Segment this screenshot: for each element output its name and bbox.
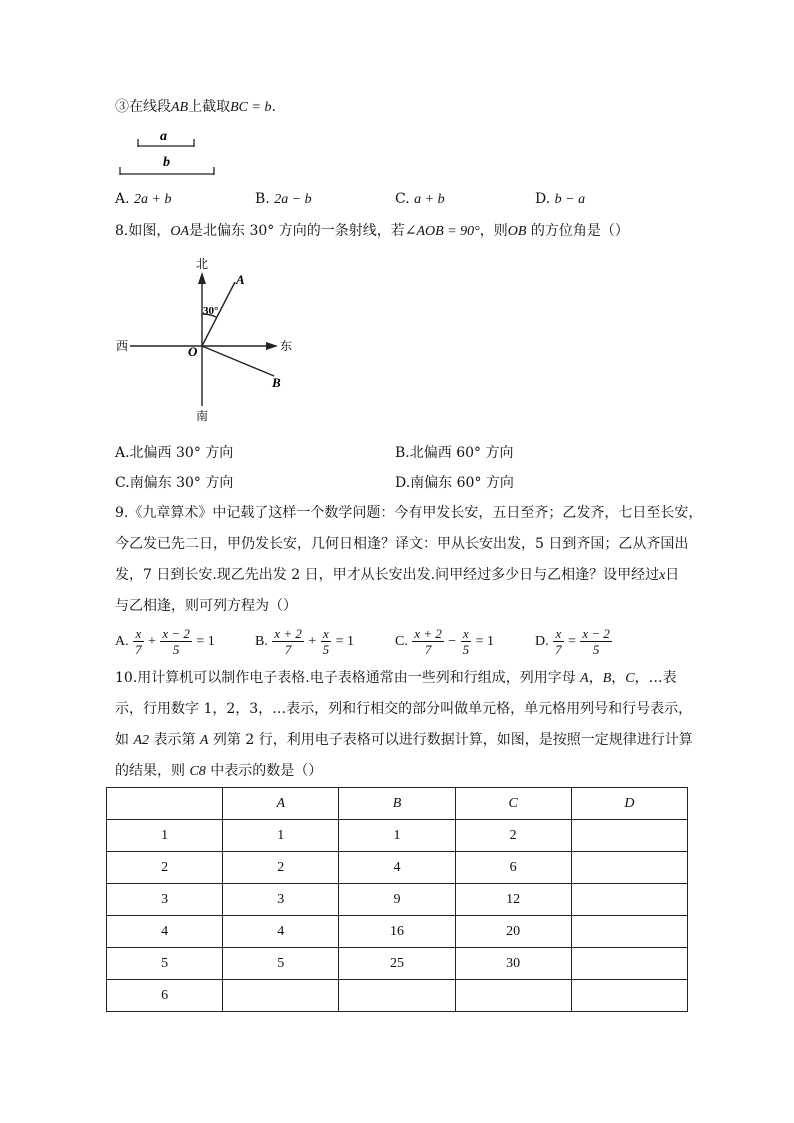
east-arrow-icon — [266, 342, 278, 350]
q8-stem: 8.如图，OA是北偏东 30° 方向的一条射线，若∠AOB = 90°，则OB 的方位角是（） — [115, 223, 629, 239]
table-cell: 4 — [107, 916, 223, 948]
north-label: 北 — [196, 257, 209, 271]
q9-line-3: 发，7 日到长安.现乙先出发 2 日，甲才从长安出发.问甲经过多少日与乙相逢？设甲经过x日 — [115, 567, 680, 583]
q9-option-a: A. $\frac{x}{7}$ + $\frac{x - 2}{5}$ = 1 — [115, 626, 215, 657]
table-cell: 12 — [455, 884, 571, 916]
table-cell: 2 — [455, 820, 571, 852]
table-cell: 30 — [455, 948, 571, 980]
table-cell: 5 — [223, 948, 339, 980]
q9-line-1: 9.《九章算术》中记载了这样一个数学问题：今有甲发长安，五日至齐；乙发齐，七日至长安， — [115, 505, 703, 521]
segments-figure — [112, 124, 222, 176]
table-cell: 20 — [455, 916, 571, 948]
table-cell: 3 — [107, 884, 223, 916]
table-cell — [571, 916, 687, 948]
table-header-cell — [107, 788, 223, 820]
origin-label: O — [188, 344, 198, 359]
q10-line-3: 如 A2 表示第 A 列第 2 行，利用电子表格可以进行数据计算，如图，是按照一定规律进行计算 — [115, 732, 693, 748]
q7-option-c: C. a + b — [395, 191, 445, 207]
q7-option-d: D. b − a — [535, 191, 586, 207]
table-cell — [571, 820, 687, 852]
table-cell: 1 — [107, 820, 223, 852]
q8-option-c: C.南偏东 30° 方向 — [115, 475, 234, 491]
q9-line-4: 与乙相逢，则可列方程为（） — [115, 598, 297, 614]
q8-option-b: B.北偏西 60° 方向 — [395, 445, 514, 461]
north-arrow-icon — [198, 272, 206, 284]
table-cell: 6 — [107, 980, 223, 1012]
table-row — [107, 884, 688, 916]
q9-option-b: B. $\frac{x + 2}{7}$ + $\frac{x}{5}$ = 1 — [255, 626, 355, 657]
point-a-label: A — [236, 272, 245, 287]
q9-option-c: C. $\frac{x + 2}{7}$ − $\frac{x}{5}$ = 1 — [395, 626, 495, 657]
q8-option-d: D.南偏东 60° 方向 — [395, 475, 514, 491]
table-row — [107, 820, 688, 852]
table-header-cell: D — [571, 788, 687, 820]
compass-figure — [112, 254, 302, 426]
table-header-row — [107, 788, 688, 820]
table-cell: 2 — [223, 852, 339, 884]
table-cell: 1 — [339, 820, 455, 852]
segment-a-label: a — [160, 129, 167, 144]
south-label: 南 — [196, 409, 209, 423]
table-cell: 25 — [339, 948, 455, 980]
q7-step3: ③在线段AB上截取BC = b. — [115, 99, 276, 115]
q8-option-a: A.北偏西 30° 方向 — [115, 445, 234, 461]
table-cell — [571, 852, 687, 884]
east-label: 东 — [280, 339, 293, 353]
table-cell: 9 — [339, 884, 455, 916]
point-b-label: B — [272, 375, 281, 390]
table-cell: 4 — [339, 852, 455, 884]
table-cell — [455, 980, 571, 1012]
table-header-cell: C — [455, 788, 571, 820]
q10-line-4: 的结果，则 C8 中表示的数是（） — [115, 763, 323, 779]
table-cell: 4 — [223, 916, 339, 948]
segment-b-label: b — [163, 155, 170, 170]
q7-option-a: A. 2a + b — [115, 191, 172, 207]
q7-option-b: B. 2a − b — [255, 191, 312, 207]
table-cell: 6 — [455, 852, 571, 884]
table-cell: 5 — [107, 948, 223, 980]
table-cell: 1 — [223, 820, 339, 852]
west-label: 西 — [116, 339, 129, 353]
table-header-cell: B — [339, 788, 455, 820]
table-row — [107, 948, 688, 980]
table-cell — [339, 980, 455, 1012]
table-cell: 2 — [107, 852, 223, 884]
q10-line-1: 10.用计算机可以制作电子表格.电子表格通常由一些列和行组成，列用字母 A，B，C，…表 — [115, 670, 677, 686]
table-cell: 16 — [339, 916, 455, 948]
table-header-cell: A — [223, 788, 339, 820]
table-cell: 3 — [223, 884, 339, 916]
table-cell — [571, 980, 687, 1012]
angle-label: 30° — [203, 305, 219, 317]
q9-line-2: 今乙发已先二日，甲仍发长安，几何日相逢？译文：甲从长安出发，5 日到齐国；乙从齐国出 — [115, 536, 689, 552]
q10-line-2: 示，行用数字 1，2，3，…表示，列和行相交的部分叫做单元格，单元格用列号和行号表示， — [115, 701, 693, 717]
table-cell — [223, 980, 339, 1012]
spreadsheet-table — [106, 787, 688, 1012]
table-cell — [571, 948, 687, 980]
q9-option-d: D. $\frac{x}{7}$ = $\frac{x - 2}{5}$ — [535, 626, 610, 657]
table-cell — [571, 884, 687, 916]
table-row — [107, 852, 688, 884]
table-row — [107, 980, 688, 1012]
table-row — [107, 916, 688, 948]
